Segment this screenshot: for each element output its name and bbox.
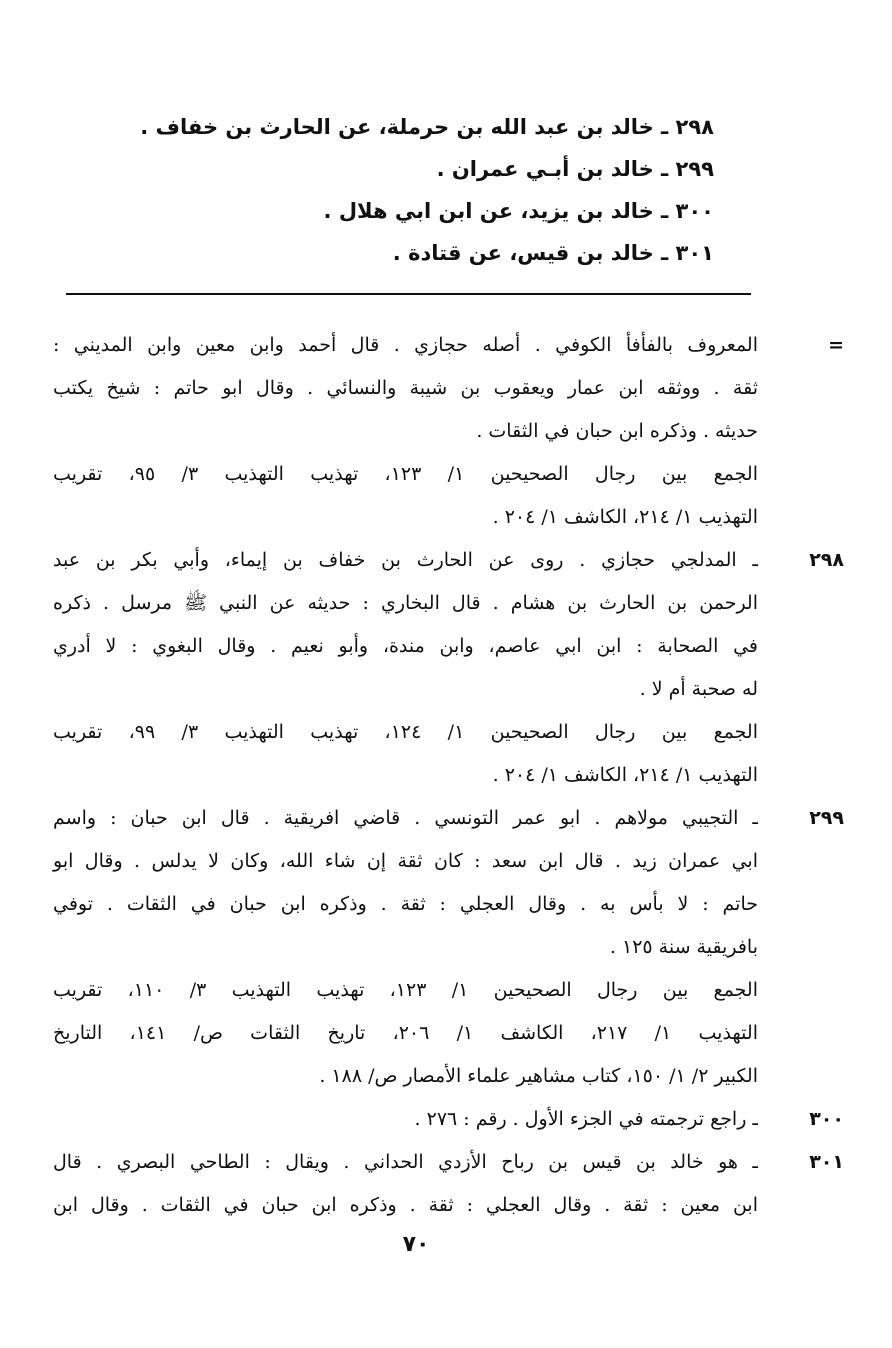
- main-entry: ٢٩٩ ـ خالد بن أبـي عمران .: [436, 157, 714, 181]
- footnote-reference-line: الكبير ٢/ ١/ ١٥٠، كتاب مشاهير علماء الأمصار ص/ ١٨٨ .: [319, 1065, 758, 1087]
- footnote-301: [53, 1141, 844, 1227]
- footnotes: [53, 324, 844, 1227]
- footnote-marker: ٢٩٩: [809, 807, 844, 829]
- footnote-reference-line: الجمع بين رجال الصحيحين ١/ ١٢٣، تهذيب التهذيب ٣/ ٩٥، تقريب: [53, 463, 758, 485]
- page-number: ٧٠: [402, 1232, 430, 1257]
- footnote-line: المعروف بالفأفأ الكوفي . أصله حجازي . قال أحمد وابن معين وابن المديني :: [53, 334, 758, 356]
- main-entry: ٢٩٨ ـ خالد بن عبد الله بن حرملة، عن الحارث بن خفاف .: [140, 115, 714, 139]
- main-entry: ٣٠٠ ـ خالد بن يزيد، عن ابن ابي هلال .: [323, 199, 714, 223]
- footnote-line: بافريقية سنة ١٢٥ .: [609, 936, 758, 958]
- footnote-line: الرحمن بن الحارث بن هشام . قال البخاري : حديثه عن النبي ﷺ مرسل . ذكره: [53, 592, 758, 614]
- footnote-300: [53, 1098, 844, 1141]
- footnote-line: حديثه . وذكره ابن حبان في الثقات .: [476, 420, 758, 442]
- footnote-marker: ٣٠١: [809, 1151, 844, 1173]
- footnote-298: [53, 539, 844, 797]
- footnote-marker: =: [828, 334, 844, 356]
- footnote-continuation: [53, 324, 844, 539]
- footnote-299: [53, 797, 844, 1098]
- footnote-line: ثقة . ووثقه ابن عمار ويعقوب بن شيبة والنسائي . وقال ابو حاتم : شيخ يكتب: [53, 377, 758, 399]
- footnote-separator: [66, 293, 751, 295]
- footnote-reference-line: الجمع بين رجال الصحيحين ١/ ١٢٤، تهذيب التهذيب ٣/ ٩٩، تقريب: [53, 721, 758, 743]
- footnote-marker: ٣٠٠: [809, 1108, 844, 1130]
- footnote-reference-line: التهذيب ١/ ٢١٧، الكاشف ١/ ٢٠٦، تاريخ الثقات ص/ ١٤١، التاريخ: [53, 1022, 758, 1044]
- footnote-reference-line: التهذيب ١/ ٢١٤، الكاشف ١/ ٢٠٤ .: [492, 506, 758, 528]
- footnote-line: له صحبة أم لا .: [639, 678, 758, 700]
- footnote-line: ـ التجيبي مولاهم . ابو عمر التونسي . قاضي افريقية . قال ابن حبان : واسم: [53, 807, 758, 829]
- main-entry: ٣٠١ ـ خالد بن قيس، عن قتادة .: [392, 241, 714, 265]
- footnote-line: في الصحابة : ابن ابي عاصم، وابن مندة، وأبو نعيم . وقال البغوي : لا أدري: [53, 635, 758, 657]
- footnote-line: ابي عمران زيد . قال ابن سعد : كان ثقة إن شاء الله، وكان لا يدلس . وقال ابو: [53, 850, 758, 872]
- footnote-line: ابن معين : ثقة . وقال العجلي : ثقة . وذكره ابن حبان في الثقات . وقال ابن: [53, 1194, 758, 1216]
- footnote-reference-line: الجمع بين رجال الصحيحين ١/ ١٢٣، تهذيب التهذيب ٣/ ١١٠، تقريب: [53, 979, 758, 1001]
- footnote-line: ـ راجع ترجمته في الجزء الأول . رقم : ٢٧٦ .: [414, 1108, 758, 1130]
- footnote-line: حاتم : لا بأس به . وقال العجلي : ثقة . وذكره ابن حبان في الثقات . توفي: [53, 893, 758, 915]
- footnote-marker: ٢٩٨: [809, 549, 844, 571]
- footnote-line: ـ هو خالد بن قيس بن رباح الأزدي الحداني . ويقال : الطاحي البصري . قال: [53, 1151, 758, 1173]
- main-entries: [140, 106, 714, 274]
- footnote-reference-line: التهذيب ١/ ٢١٤، الكاشف ١/ ٢٠٤ .: [492, 764, 758, 786]
- footnote-line: ـ المدلجي حجازي . روى عن الحارث بن خفاف بن إيماء، وأبي بكر بن عبد: [53, 549, 758, 571]
